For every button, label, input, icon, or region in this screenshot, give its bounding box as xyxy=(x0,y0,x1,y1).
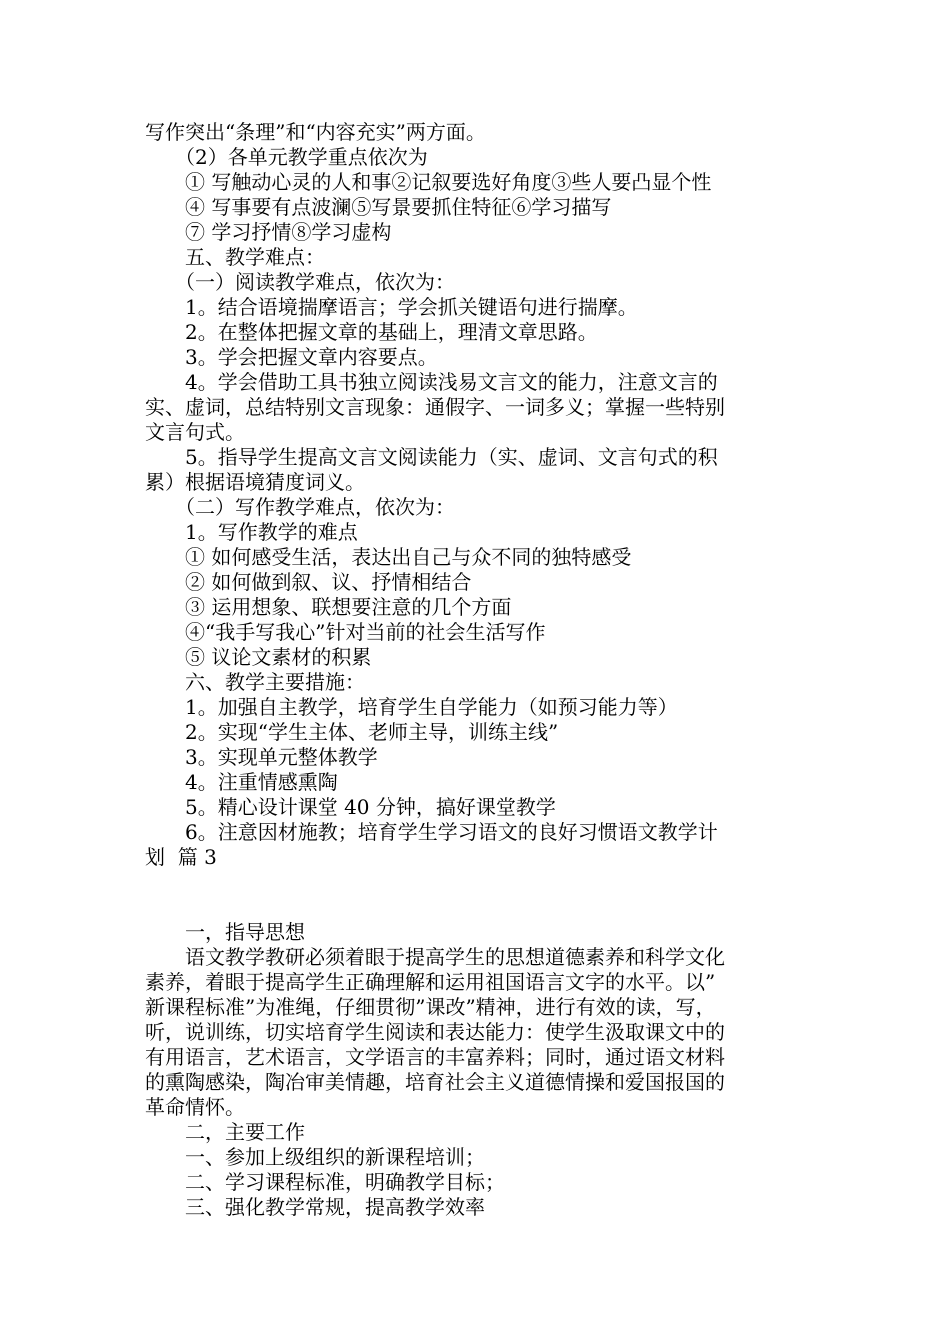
text-line: 新课程标准”为准绳，仔细贯彻”课改”精神，进行有效的读，写， xyxy=(145,995,716,1019)
text-line: 一、参加上级组织的新课程培训； xyxy=(145,1145,485,1169)
text-line: 听，说训练，切实培育学生阅读和表达能力：使学生汲取课文中的 xyxy=(145,1020,725,1044)
text-line: 五、教学难点： xyxy=(145,245,325,269)
text-line: 实、虚词，总结特别文言现象：通假字、一词多义；掌握一些特别 xyxy=(145,395,725,419)
text-line: 3。学会把握文章内容要点。 xyxy=(145,345,438,369)
text-line: （2）各单元教学重点依次为 xyxy=(145,145,428,169)
text-line: （一）阅读教学难点，依次为： xyxy=(145,270,455,294)
text-line: 2。实现“学生主体、老师主导，训练主线” xyxy=(145,720,559,744)
text-line: ⑦ 学习抒情⑧学习虚构 xyxy=(145,220,392,244)
text-line: 二、学习课程标准，明确教学目标； xyxy=(145,1170,505,1194)
text-line: 革命情怀。 xyxy=(145,1095,245,1119)
text-line: 3。实现单元整体教学 xyxy=(145,745,378,769)
text-line: 6。注意因材施教；培育学生学习语文的良好习惯语文教学计 xyxy=(145,820,718,844)
text-line: 一，指导思想 xyxy=(145,920,305,944)
text-line: 素养，着眼于提高学生正确理解和运用祖国语言文字的水平。以” xyxy=(145,970,716,994)
text-line: ⑤ 议论文素材的积累 xyxy=(145,645,372,669)
text-line: ④ 写事要有点波澜⑤写景要抓住特征⑥学习描写 xyxy=(145,195,612,219)
text-line: 划 篇 3 xyxy=(145,845,217,869)
text-line: 5。指导学生提高文言文阅读能力（实、虚词、文言句式的积 xyxy=(145,445,718,469)
text-line: ③ 运用想象、联想要注意的几个方面 xyxy=(145,595,512,619)
blank-line xyxy=(145,895,825,920)
text-line: ④“我手写我心”针对当前的社会生活写作 xyxy=(145,620,546,644)
blank-line xyxy=(145,870,825,895)
text-line: 语文教学教研必须着眼于提高学生的思想道德素养和科学文化 xyxy=(145,945,725,969)
text-line: 写作突出“条理”和“内容充实”两方面。 xyxy=(145,120,486,144)
text-line: ① 如何感受生活，表达出自己与众不同的独特感受 xyxy=(145,545,632,569)
text-line: 的熏陶感染，陶冶审美情趣，培育社会主义道德情操和爱国报国的 xyxy=(145,1070,725,1094)
text-line: 4。注重情感熏陶 xyxy=(145,770,338,794)
text-line: （二）写作教学难点，依次为： xyxy=(145,495,455,519)
text-line: 三、强化教学常规，提高教学效率 xyxy=(145,1195,485,1219)
text-line: 1。写作教学的难点 xyxy=(145,520,358,544)
text-line: 1。结合语境揣摩语言；学会抓关键语句进行揣摩。 xyxy=(145,295,638,319)
text-line: 5。精心设计课堂 40 分钟，搞好课堂教学 xyxy=(145,795,556,819)
text-line: ① 写触动心灵的人和事②记叙要选好角度③些人要凸显个性 xyxy=(145,170,712,194)
text-line: 二，主要工作 xyxy=(145,1120,305,1144)
document-body xyxy=(145,120,825,1220)
text-line: 1。加强自主教学，培育学生自学能力（如预习能力等） xyxy=(145,695,678,719)
text-line: 六、教学主要措施： xyxy=(145,670,365,694)
text-line: 有用语言，艺术语言，文学语言的丰富养料；同时，通过语文材料 xyxy=(145,1045,725,1069)
text-line: 2。在整体把握文章的基础上，理清文章思路。 xyxy=(145,320,598,344)
text-line: 4。学会借助工具书独立阅读浅易文言文的能力，注意文言的 xyxy=(145,370,718,394)
text-line: 累）根据语境猜度词义。 xyxy=(145,470,365,494)
text-line: ② 如何做到叙、议、抒情相结合 xyxy=(145,570,472,594)
text-line: 文言句式。 xyxy=(145,420,245,444)
